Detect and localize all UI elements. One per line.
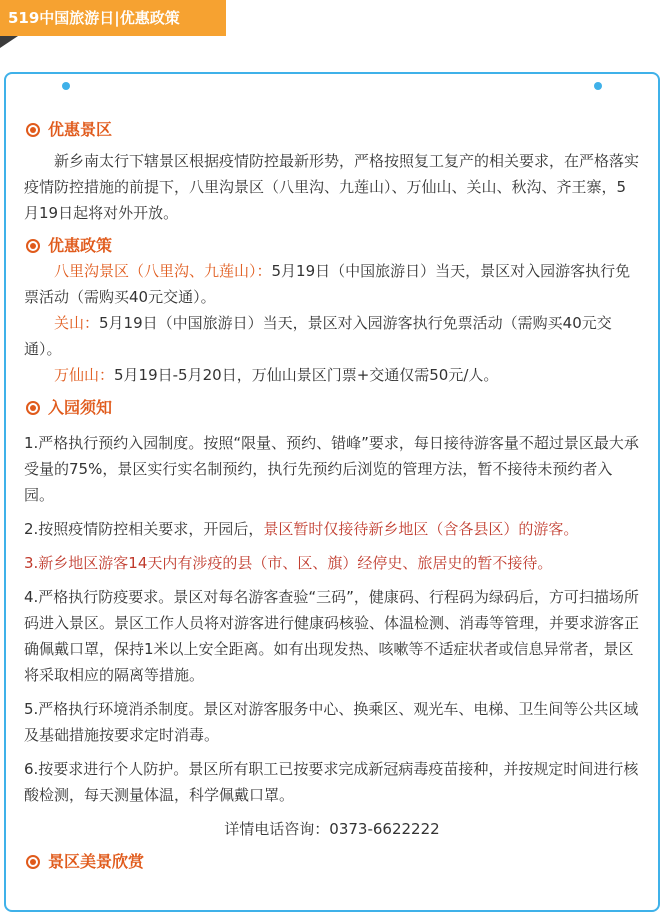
notice-rule-2 <box>24 516 640 542</box>
discount-area-text: 新乡南太行下辖景区根据疫情防控最新形势，严格按照复工复产的相关要求，在严格落实疫情防控措施的前提下，八里沟景区（八里沟、九莲山）、万仙山、关山、秋沟、齐王寨，5月19日起将对外开放。 <box>24 152 640 222</box>
section-title-notice <box>24 394 640 422</box>
notice-rule-4: 4.严格执行防疫要求。景区对每名游客查验“三码”，健康码、行程码为绿码后，方可扫描场所码进入景区。景区工作人员将对游客进行健康码核验、体温检测、消毒等管理，并要求游客正确佩戴口罩，保持1米以上安全距离。如有出现发热、咳嗽等不适症状者或信息异常者，景区将采取相应的隔离等措施。 <box>24 588 640 684</box>
bullet-circle-icon <box>26 401 40 415</box>
policy-item <box>24 258 640 310</box>
policy-item <box>24 310 640 362</box>
policy-item-name: 万仙山： <box>54 366 115 384</box>
policy-item-text: 5月19日（中国旅游日）当天，景区对入园游客执行免票活动（需购买40元交通）。 <box>24 314 612 358</box>
section-title-text: 优惠景区 <box>48 120 113 139</box>
section-title-text: 景区美景欣赏 <box>48 852 145 871</box>
banner-fold <box>0 36 18 48</box>
notice-rule-6: 6.按要求进行个人防护。景区所有职工已按要求完成新冠病毒疫苗接种，并按规定时间进行核酸检测，每天测量体温，科学佩戴口罩。 <box>24 760 639 804</box>
section-title-text: 优惠政策 <box>48 236 113 255</box>
section-title-scenery <box>24 848 640 876</box>
policy-item <box>24 362 640 388</box>
bullet-circle-icon <box>26 123 40 137</box>
notice-rule-2-prefix: 2.按照疫情防控相关要求，开园后， <box>24 520 264 538</box>
section-title-discount-area <box>24 116 640 144</box>
page-banner: 519中国旅游日|优惠政策 <box>0 0 226 36</box>
bullet-circle-icon <box>26 239 40 253</box>
section-title-policy <box>24 232 640 260</box>
notice-rule-2-highlight: 景区暂时仅接待新乡地区（含各县区）的游客。 <box>263 520 579 538</box>
bullet-circle-icon <box>26 855 40 869</box>
notice-rule-1: 1.严格执行预约入园制度。按照“限量、预约、错峰”要求，每日接待游客量不超过景区最大承受量的75%，景区实行实名制预约，执行先预约后浏览的管理方法，暂不接待未预约者入园。 <box>24 434 639 504</box>
policy-item-name: 八里沟景区（八里沟、九莲山）： <box>54 262 272 280</box>
card-dot-right <box>594 82 602 90</box>
policy-item-name: 关山： <box>54 314 100 332</box>
notice-rule-3: 3.新乡地区游客14天内有涉疫的县（市、区、旗）经停史、旅居史的暂不接待。 <box>24 554 553 572</box>
contact-phone: 详情电话咨询：0373-6622222 <box>224 820 440 838</box>
section-title-text: 入园须知 <box>48 398 113 417</box>
policy-item-text: 5月19日-5月20日，万仙山景区门票+交通仅需50元/人。 <box>114 366 499 384</box>
notice-rule-5: 5.严格执行环境消杀制度。景区对游客服务中心、换乘区、观光车、电梯、卫生间等公共区域及基础措施按要求定时消毒。 <box>24 700 639 744</box>
policy-item-text: 5月19日（中国旅游日）当天，景区对入园游客执行免票活动（需购买40元交通）。 <box>24 262 631 306</box>
article-content <box>24 116 640 880</box>
card-dot-left <box>62 82 70 90</box>
